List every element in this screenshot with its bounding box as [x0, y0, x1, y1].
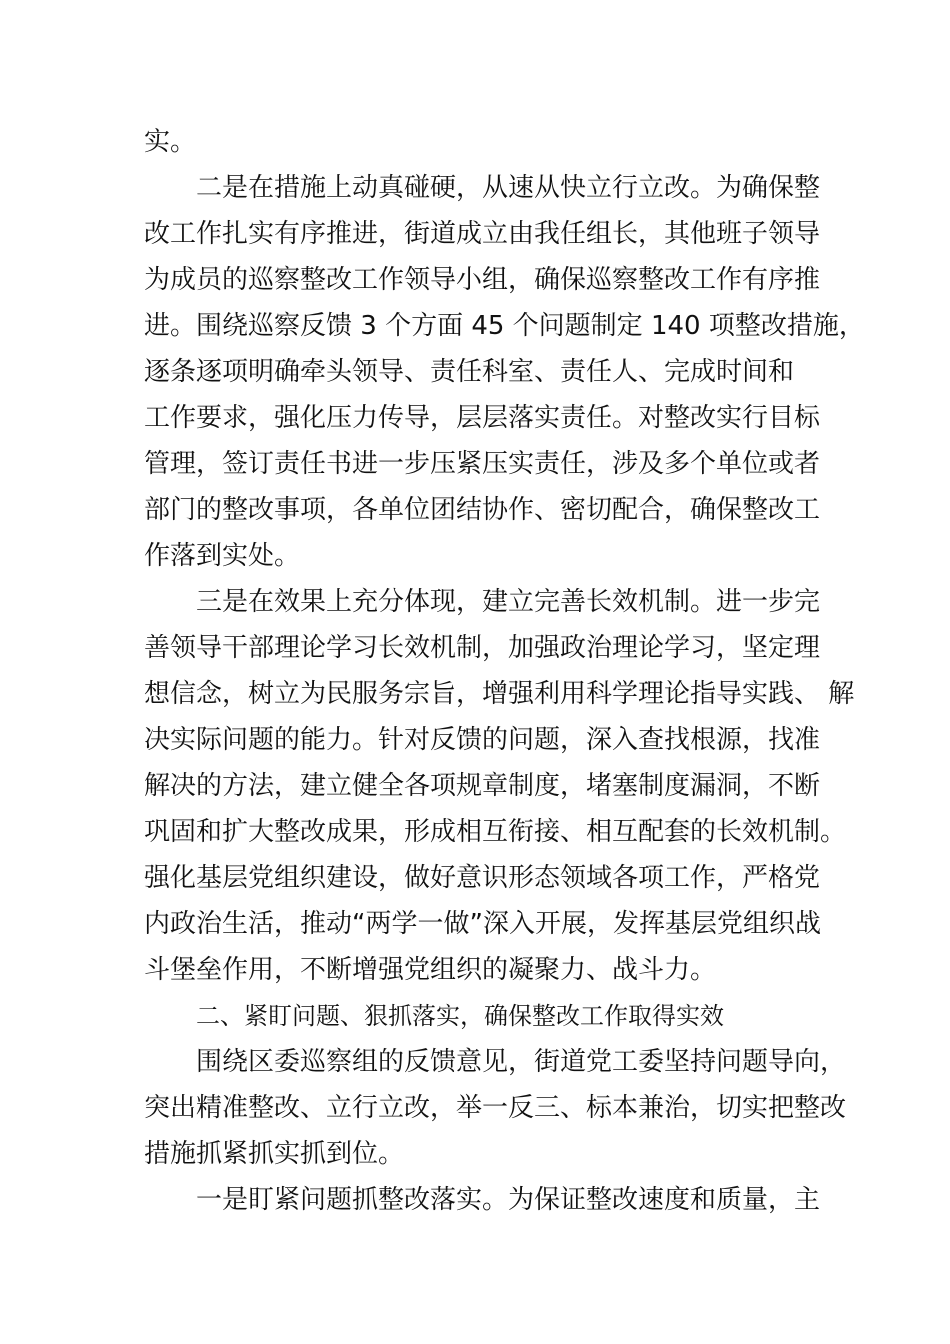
text-line: 强化基层党组织建设，做好意识形态领域各项工作，严格党: [144, 863, 821, 893]
section-heading: 二、紧盯问题、狠抓落实，确保整改工作取得实效: [196, 1002, 724, 1030]
text-line: 决实际问题的能力。针对反馈的问题，深入查找根源，找准: [144, 725, 821, 755]
text-line: 管理，签订责任书进一步压紧压实责任，涉及多个单位或者: [144, 449, 821, 479]
paragraph-start-line: 围绕区委巡察组的反馈意见，街道党工委坚持问题导向，: [196, 1047, 847, 1077]
text-line: 实。: [144, 127, 197, 157]
paragraph-start-line: 三是在效果上充分体现，建立完善长效机制。进一步完: [196, 587, 821, 617]
text-line: 巩固和扩大整改成果，形成相互衔接、相互配套的长效机制。: [144, 817, 847, 847]
text-line: 为成员的巡察整改工作领导小组，确保巡察整改工作有序推: [144, 265, 821, 295]
paragraph-start-line: 二是在措施上动真碰硬，从速从快立行立改。为确保整: [196, 173, 821, 203]
text-line: 内政治生活，推动“两学一做”深入开展，发挥基层党组织战: [144, 909, 821, 939]
text-line: 想信念，树立为民服务宗旨，增强利用科学理论指导实践、 解: [144, 679, 855, 709]
text-line: 解决的方法，建立健全各项规章制度，堵塞制度漏洞，不断: [144, 771, 821, 801]
text-line: 改工作扎实有序推进，街道成立由我任组长，其他班子领导: [144, 219, 821, 249]
text-line: 进。围绕巡察反馈 3 个方面 45 个问题制定 140 项整改措施，: [144, 311, 865, 341]
text-line: 措施抓紧抓实抓到位。: [144, 1139, 405, 1169]
text-line: 善领导干部理论学习长效机制，加强政治理论学习，坚定理: [144, 633, 821, 663]
text-line: 逐条逐项明确牵头领导、责任科室、责任人、完成时间和: [144, 357, 795, 387]
text-line: 作落到实处。: [144, 541, 301, 571]
text-line: 部门的整改事项，各单位团结协作、密切配合，确保整改工: [144, 495, 821, 525]
text-line: 斗堡垒作用，不断增强党组织的凝聚力、战斗力。: [144, 955, 717, 985]
text-line: 突出精准整改、立行立改，举一反三、标本兼治，切实把整改: [144, 1093, 847, 1123]
paragraph-start-line: 一是盯紧问题抓整改落实。为保证整改速度和质量，主: [196, 1185, 821, 1215]
text-line: 工作要求，强化压力传导，层层落实责任。对整改实行目标: [144, 403, 821, 433]
